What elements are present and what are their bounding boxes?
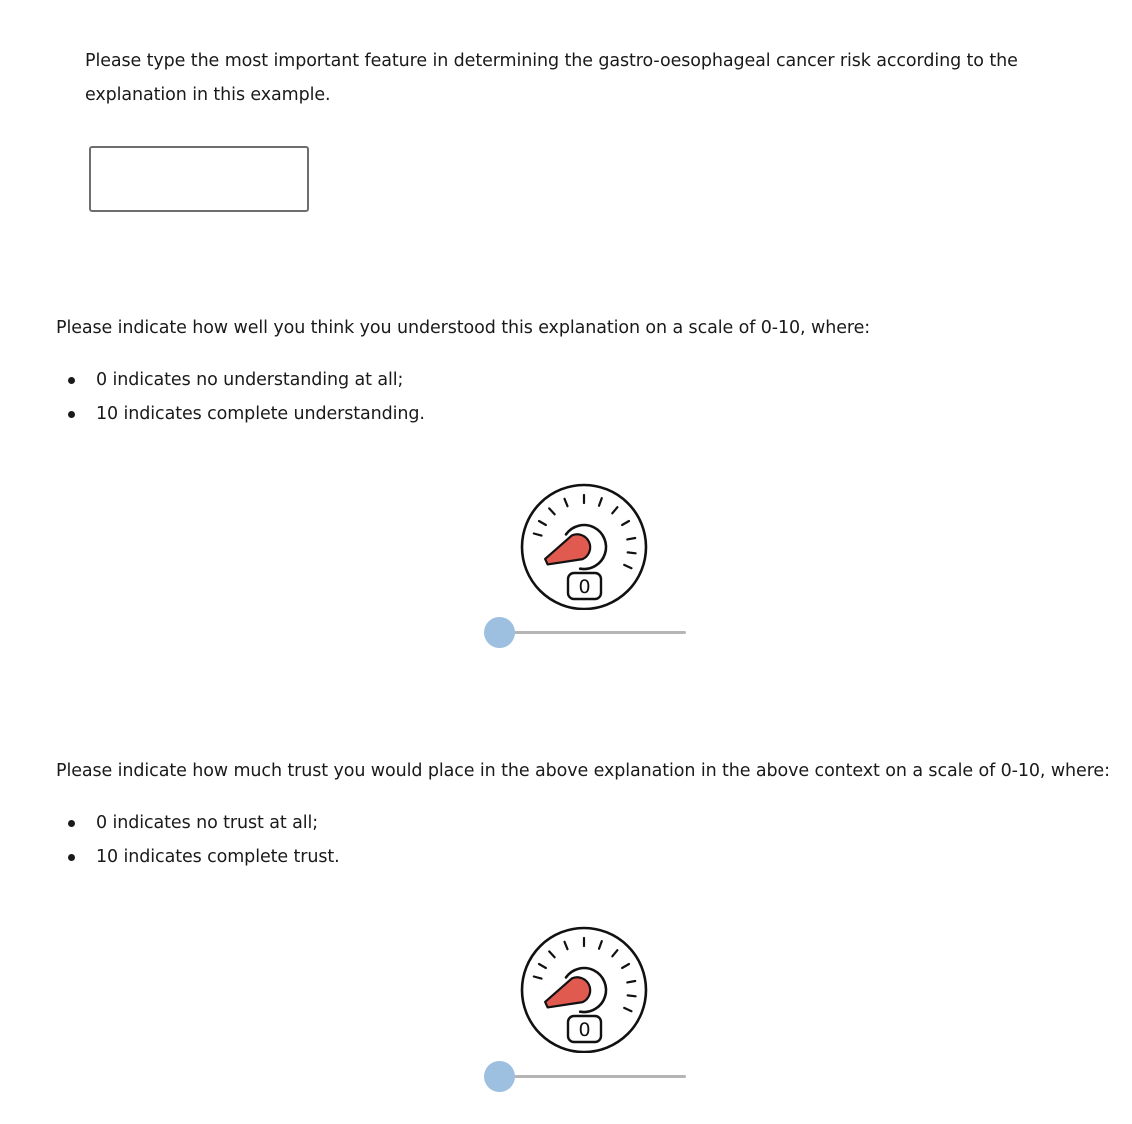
list-item: 10 indicates complete understanding. <box>0 397 425 431</box>
question-trust-prompt: Please indicate how much trust you would place in the above explanation in the above context on a scale of 0-10, where: <box>56 761 1110 781</box>
gauge-value-label: 0 <box>578 576 591 598</box>
list-item: 0 indicates no understanding at all; <box>0 363 425 397</box>
gauge-tick <box>627 981 635 982</box>
understanding-scale-legend <box>0 363 425 431</box>
slider-thumb[interactable] <box>484 1061 515 1092</box>
slider-track[interactable] <box>500 631 686 634</box>
trust-scale-legend <box>0 806 340 874</box>
question-feature-prompt: Please type the most important feature in determining the gastro-oesophageal cancer risk according to the explanation in this example. <box>85 51 1018 105</box>
slider-track[interactable] <box>500 1075 686 1078</box>
gauge-tick <box>628 552 636 553</box>
list-item: 0 indicates no trust at all; <box>0 806 340 840</box>
gauge-tick <box>628 995 636 996</box>
gauge-tick <box>627 538 635 539</box>
slider-thumb[interactable] <box>484 617 515 648</box>
question-understanding-prompt: Please indicate how well you think you understood this explanation on a scale of 0-10, where: <box>56 318 871 338</box>
understanding-gauge-icon <box>518 480 652 610</box>
trust-slider[interactable] <box>484 1060 686 1092</box>
trust-gauge-icon <box>518 923 652 1053</box>
list-item: 10 indicates complete trust. <box>0 840 340 874</box>
gauge-value-label: 0 <box>578 1019 591 1041</box>
understanding-slider[interactable] <box>484 616 686 648</box>
feature-text-input[interactable] <box>89 146 309 212</box>
